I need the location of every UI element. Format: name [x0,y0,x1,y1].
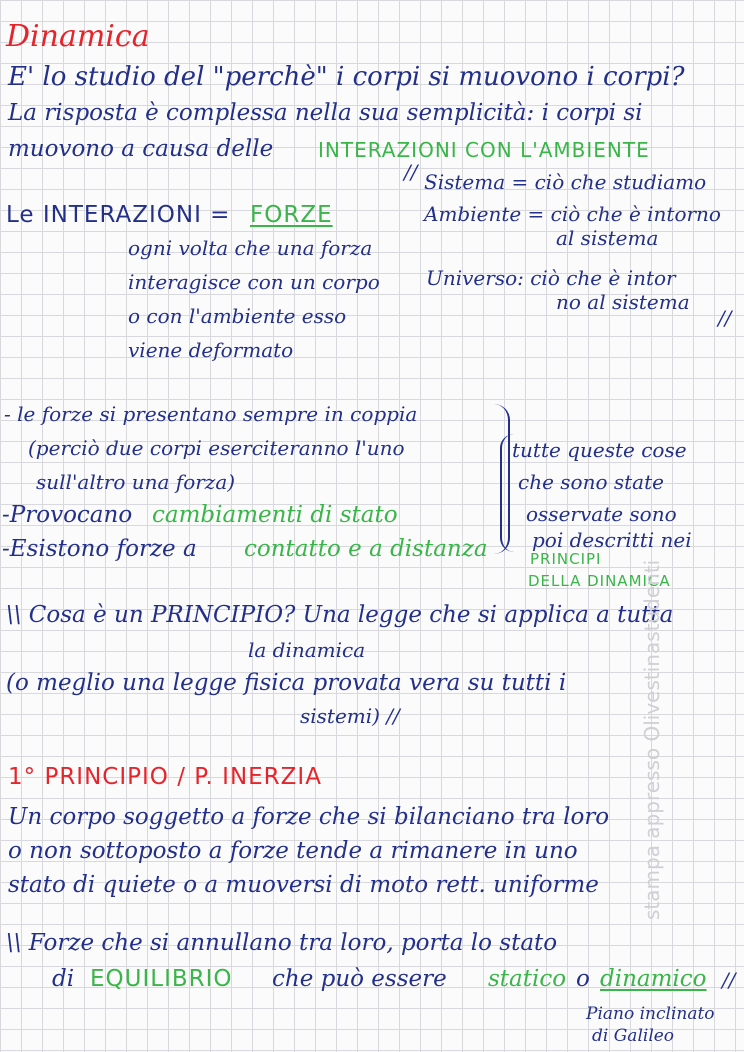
interazioni-line-2: interagisce con un corpo [128,270,380,294]
side-def-universo-1: Universo: ciò che è intor [426,266,676,290]
provocano-label: -Provocano [2,502,133,528]
piano-line-2: di Galileo [592,1026,675,1046]
brace-note-line-1: tutte queste cose [512,438,687,462]
primo-principio-line-2: o non sottoposto a forze tende a rimanere in uno [8,838,578,864]
interazioni-line-1: ogni volta che una forza [128,236,373,260]
equilibrio-highlight: EQUILIBRIO [90,966,233,992]
principio-line-1: \\ Cosa è un PRINCIPIO? Una legge che si applica a tutta [6,602,674,628]
interazioni-label: Le INTERAZIONI = [6,202,231,228]
side-mark-close: // [718,306,732,330]
principio-line-3: (o meglio una legge fisica provata vera su tutti i [6,670,567,696]
side-mark-open: // [404,160,418,184]
watermark: stampa appresso Olivestinastudenti [640,559,664,920]
equilibrio-statico: statico [488,966,567,992]
interazioni-line-3: o con l'ambiente esso [128,304,347,328]
side-def-ambiente-2: al sistema [556,226,659,250]
equilibrio-mark: // [722,968,736,992]
principio-line-2: la dinamica [248,638,366,662]
side-def-ambiente-1: Ambiente = ciò che è intorno [424,202,721,226]
forze-point-1: - le forze si presentano sempre in coppia [4,402,418,426]
esistono-highlight: contatto e a distanza [244,536,488,562]
primo-principio-line-3: stato di quiete o a muoversi di moto rett. uniforme [8,872,599,898]
intro-highlight: INTERAZIONI CON L'AMBIENTE [318,138,650,162]
equilibrio-o: o [576,966,590,992]
piano-line-1: Piano inclinato [586,1004,715,1024]
forze-point-3: sull'altro una forza) [36,470,236,494]
intro-line-2: La risposta è complessa nella sua semplicità: i corpi si [8,100,643,126]
side-def-sistema: Sistema = ciò che studiamo [424,170,707,194]
equilibrio-dinamico: dinamico [600,966,707,992]
provocano-highlight: cambiamenti di stato [152,502,398,528]
forze-point-2: (perciò due corpi eserciteranno l'uno [28,436,405,460]
brace-note-line-3: osservate sono [526,502,677,526]
equilibrio-di: di [52,966,75,992]
esistono-label: -Esistono forze a [2,536,197,562]
side-def-universo-2: no al sistema [556,290,690,314]
page-title: Dinamica [6,19,150,54]
primo-principio-title: 1° PRINCIPIO / P. INERZIA [8,764,322,790]
equilibrio-line-1: \\ Forze che si annullano tra loro, porta lo stato [6,930,558,956]
forze-highlight: FORZE [250,202,333,228]
equilibrio-che: che può essere [272,966,447,992]
principio-line-4: sistemi) // [300,704,400,728]
intro-line-1: E' lo studio del "perchè" i corpi si muovono i corpi? [8,62,685,92]
brace-note-highlight-1: PRINCIPI [530,550,602,568]
brace-note-highlight-2: DELLA DINAMICA [528,572,671,590]
interazioni-line-4: viene deformato [128,338,294,362]
brace-note-line-4: poi descritti nei [532,528,692,552]
intro-line-3: muovono a causa delle [8,136,274,162]
primo-principio-line-1: Un corpo soggetto a forze che si bilanciano tra loro [8,804,610,830]
brace-note-line-2: che sono state [518,470,664,494]
